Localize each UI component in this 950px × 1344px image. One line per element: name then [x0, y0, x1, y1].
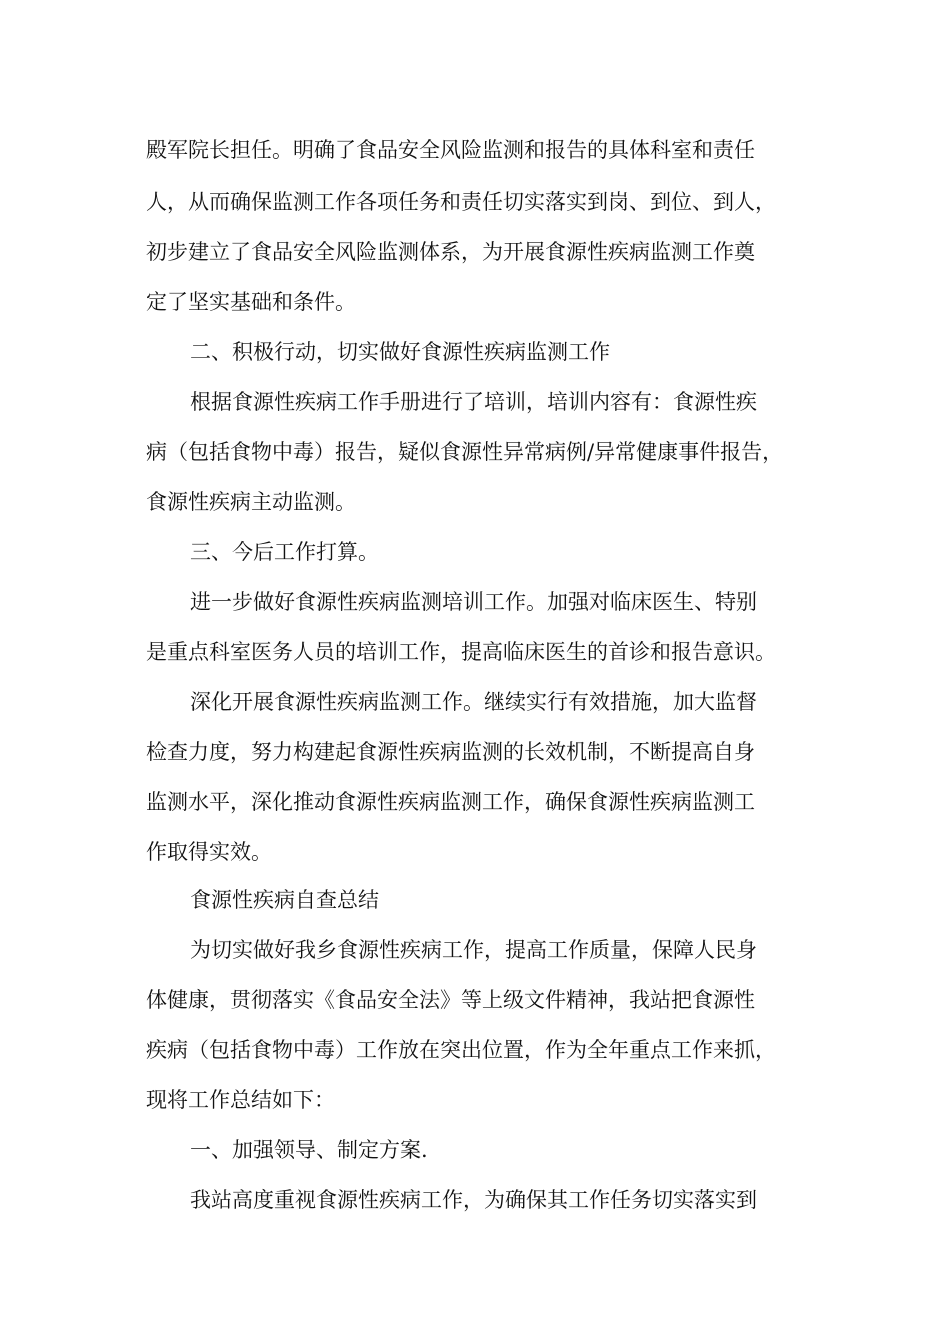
text-line — [0, 232, 950, 272]
section-heading — [0, 332, 950, 372]
line-text: 殿军院长担任。明确了食品安全风险监测和报告的具体科室和责任 — [146, 138, 755, 162]
line-text: 二、积极行动，切实做好食源性疾病监测工作 — [190, 340, 610, 364]
text-line — [0, 782, 950, 822]
line-text: 食源性疾病自查总结 — [190, 888, 379, 912]
text-line — [0, 682, 950, 722]
document-title — [0, 880, 950, 920]
text-line — [0, 980, 950, 1020]
line-text: 为切实做好我乡食源性疾病工作，提高工作质量，保障人民身 — [190, 938, 757, 962]
text-line — [0, 832, 950, 872]
line-text: 定了坚实基础和条件。 — [146, 290, 356, 314]
line-text: 现将工作总结如下： — [146, 1088, 335, 1112]
line-text: 根据食源性疾病工作手册进行了培训，培训内容有：食源性疾 — [190, 390, 757, 414]
line-text: 是重点科室医务人员的培训工作，提高临床医生的首诊和报告意识。 — [146, 640, 776, 664]
line-text: 病（包括食物中毒）报告，疑似食源性异常病例/异常健康事件报告， — [146, 440, 784, 464]
text-line — [0, 130, 950, 170]
line-text: 一、加强领导、制定方案. — [190, 1138, 428, 1162]
line-text: 人，从而确保监测工作各项任务和责任切实落实到岗、到位、到人， — [146, 190, 776, 214]
text-line — [0, 432, 950, 472]
text-line — [0, 1080, 950, 1120]
line-text: 检查力度，努力构建起食源性疾病监测的长效机制，不断提高自身 — [146, 740, 755, 764]
line-text: 作取得实效。 — [146, 840, 272, 864]
text-line — [0, 632, 950, 672]
line-text: 我站高度重视食源性疾病工作，为确保其工作任务切实落实到 — [190, 1188, 757, 1212]
section-heading — [0, 1130, 950, 1170]
line-text: 食源性疾病主动监测。 — [146, 490, 356, 514]
line-text: 进一步做好食源性疾病监测培训工作。加强对临床医生、特别 — [190, 590, 757, 614]
text-line — [0, 282, 950, 322]
line-text: 三、今后工作打算。 — [190, 540, 379, 564]
line-text: 初步建立了食品安全风险监测体系，为开展食源性疾病监测工作奠 — [146, 240, 755, 264]
text-line — [0, 482, 950, 522]
text-line — [0, 1180, 950, 1220]
line-text: 监测水平，深化推动食源性疾病监测工作，确保食源性疾病监测工 — [146, 790, 755, 814]
text-line — [0, 382, 950, 422]
text-line — [0, 582, 950, 622]
text-line — [0, 732, 950, 772]
line-text: 疾病（包括食物中毒）工作放在突出位置，作为全年重点工作来抓， — [146, 1038, 776, 1062]
text-line — [0, 1030, 950, 1070]
text-line — [0, 182, 950, 222]
line-text: 深化开展食源性疾病监测工作。继续实行有效措施，加大监督 — [190, 690, 757, 714]
text-line — [0, 930, 950, 970]
section-heading — [0, 532, 950, 572]
line-text: 体健康，贯彻落实《食品安全法》等上级文件精神，我站把食源性 — [146, 988, 755, 1012]
